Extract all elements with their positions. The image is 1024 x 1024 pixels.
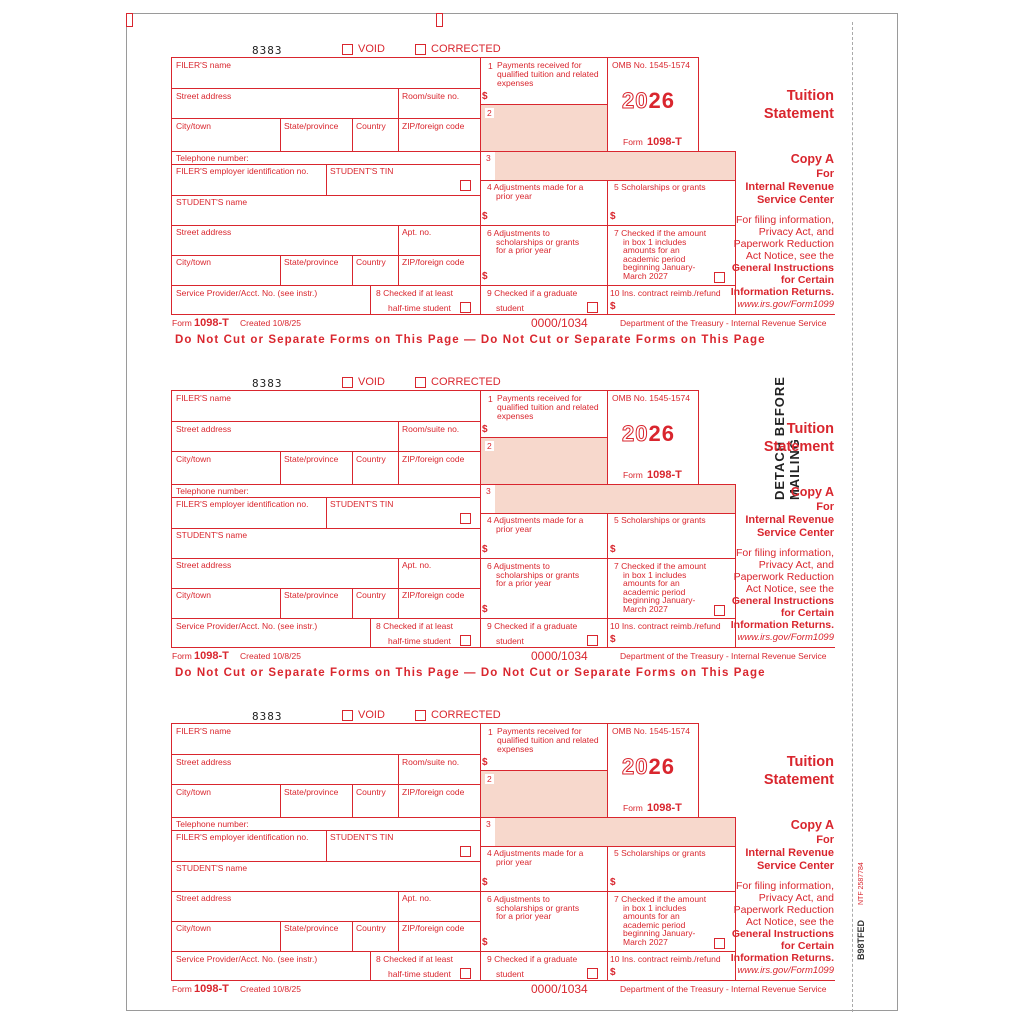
student-country-label: Country — [356, 257, 386, 267]
student-zip-label: ZIP/foreign code — [402, 257, 465, 267]
info-line-5: General Instructions — [731, 262, 834, 274]
box7-label-1: 7 Checked if the amount — [614, 228, 707, 238]
filer-ein-label: FILER'S employer identification no. — [176, 499, 309, 509]
irs-line-2: Service Center — [756, 527, 834, 539]
box3-shade — [495, 818, 735, 846]
box7-label-1: 7 Checked if the amount — [614, 894, 707, 904]
title-statement: Statement — [763, 106, 834, 122]
footer-form-word: Form — [172, 318, 192, 328]
box2-shade — [481, 771, 607, 817]
tax-year-prefix: 20 — [622, 421, 649, 446]
form-title — [700, 420, 834, 456]
box9-checkbox[interactable] — [587, 968, 598, 979]
box5-dollar: $ — [610, 544, 616, 555]
info-line-1: For filing information, — [735, 214, 834, 226]
footer-created: Created 10/8/25 — [240, 318, 301, 328]
box7-label-2: in box 1 includes — [623, 903, 687, 913]
box9-label-1: 9 Checked if a graduate — [487, 954, 578, 964]
box10-label: 10 Ins. contract reimb./refund — [610, 288, 721, 298]
box8-checkbox[interactable] — [460, 968, 471, 979]
student-tin-checkbox[interactable] — [460, 846, 471, 857]
omb-number: OMB No. 1545-1574 — [612, 393, 690, 403]
box1-number: 1 — [488, 394, 493, 404]
form-stock-code: B98TFED — [856, 919, 866, 960]
form-1098t-3 — [0, 679, 1024, 1012]
info-line-1: For filing information, — [735, 880, 834, 892]
box5-label: 5 Scholarships or grants — [614, 182, 706, 192]
box10-dollar: $ — [610, 634, 616, 645]
box1-number: 1 — [488, 727, 493, 737]
box7-label-4: academic period — [623, 254, 686, 264]
footer-form-number: 1098-T — [194, 650, 229, 662]
tax-year — [622, 754, 675, 780]
box7-label-6: March 2027 — [623, 604, 668, 614]
form-word: Form — [623, 137, 643, 147]
box4-label-2: prior year — [496, 524, 532, 534]
tax-year-suffix: 26 — [648, 88, 675, 113]
box4-label-1: 4 Adjustments made for a — [487, 182, 584, 192]
apt-no-label: Apt. no. — [402, 893, 432, 903]
apt-no-label: Apt. no. — [402, 560, 432, 570]
box4-label-2: prior year — [496, 191, 532, 201]
form-number: 1098-T — [647, 802, 682, 814]
footer-form-number: 1098-T — [194, 317, 229, 329]
state-label: State/province — [284, 121, 339, 131]
form-1098t-2 — [0, 346, 1024, 679]
void-checkbox[interactable] — [342, 710, 353, 721]
form-number: 1098-T — [647, 136, 682, 148]
service-provider-label: Service Provider/Acct. No. (see instr.) — [176, 621, 318, 631]
room-suite-label: Room/suite no. — [402, 757, 460, 767]
box7-label-2: in box 1 includes — [623, 570, 687, 580]
info-line-2: Privacy Act, and — [758, 226, 834, 238]
state-label: State/province — [284, 787, 339, 797]
info-line-4: Act Notice, see the — [745, 916, 834, 928]
separation-warning-1: Do Not Cut or Separate Forms on This Page — Do Not Cut or Separate Forms on This Page — [175, 334, 766, 346]
student-tin-label: STUDENT'S TIN — [330, 499, 394, 509]
irs-line-1: Internal Revenue — [745, 847, 834, 859]
student-state-label: State/province — [284, 923, 339, 933]
student-country-label: Country — [356, 923, 386, 933]
footer-code: 0000/1034 — [531, 982, 588, 996]
box6-label-2: scholarships or grants — [496, 570, 580, 580]
box3-number: 3 — [486, 153, 491, 163]
box8-checkbox[interactable] — [460, 302, 471, 313]
box2-number: 2 — [487, 441, 492, 451]
tax-year-suffix: 26 — [648, 421, 675, 446]
void-label: VOID — [358, 709, 385, 721]
box5-dollar: $ — [610, 211, 616, 222]
box10-label: 10 Ins. contract reimb./refund — [610, 954, 721, 964]
box1-label-2: qualified tuition and related — [497, 735, 599, 745]
student-street-label: Street address — [176, 893, 232, 903]
copy-for: For — [816, 168, 834, 180]
box6-dollar: $ — [482, 604, 488, 615]
box3-shade — [495, 485, 735, 513]
omb-number: OMB No. 1545-1574 — [612, 60, 690, 70]
city-label: City/town — [176, 454, 211, 464]
box1-label-3: expenses — [497, 411, 534, 421]
box6-label-1: 6 Adjustments to — [487, 228, 550, 238]
box6-label-1: 6 Adjustments to — [487, 894, 550, 904]
box1-dollar: $ — [482, 424, 488, 435]
filer-name-label: FILER'S name — [176, 726, 232, 736]
control-number: 8383 — [252, 377, 283, 390]
box8-label: 8 Checked if at least — [376, 954, 454, 964]
info-line-5: General Instructions — [731, 928, 834, 940]
street-address-label: Street address — [176, 424, 232, 434]
omb-number: OMB No. 1545-1574 — [612, 726, 690, 736]
student-street-label: Street address — [176, 227, 232, 237]
box6-label-3: for a prior year — [496, 911, 552, 921]
box9-checkbox[interactable] — [587, 302, 598, 313]
box10-label: 10 Ins. contract reimb./refund — [610, 621, 721, 631]
box7-label-4: academic period — [623, 920, 686, 930]
control-number: 8383 — [252, 44, 283, 57]
info-line-7: Information Returns. — [730, 952, 834, 964]
footer-created: Created 10/8/25 — [240, 984, 301, 994]
footer-created: Created 10/8/25 — [240, 651, 301, 661]
corrected-label: CORRECTED — [431, 376, 501, 388]
form-title — [700, 753, 834, 789]
room-suite-label: Room/suite no. — [402, 91, 460, 101]
student-city-label: City/town — [176, 923, 211, 933]
info-line-7: Information Returns. — [730, 286, 834, 298]
student-tin-label: STUDENT'S TIN — [330, 832, 394, 842]
corrected-label: CORRECTED — [431, 43, 501, 55]
copy-a: Copy A — [790, 818, 834, 832]
box7-label-5: beginning January- — [623, 595, 696, 605]
corrected-checkbox[interactable] — [415, 377, 426, 388]
footer-code: 0000/1034 — [531, 316, 588, 330]
tax-year-prefix: 20 — [622, 754, 649, 779]
copy-a: Copy A — [790, 485, 834, 499]
separation-warning-2: Do Not Cut or Separate Forms on This Page — Do Not Cut or Separate Forms on This Page — [175, 667, 766, 679]
copy-for: For — [816, 501, 834, 513]
tax-year — [622, 88, 675, 114]
telephone-label: Telephone number: — [176, 819, 249, 829]
info-line-2: Privacy Act, and — [758, 559, 834, 571]
service-provider-label: Service Provider/Acct. No. (see instr.) — [176, 288, 318, 298]
footer-form-word: Form — [172, 984, 192, 994]
student-tin-checkbox[interactable] — [460, 180, 471, 191]
irs-line-1: Internal Revenue — [745, 181, 834, 193]
box7-label-5: beginning January- — [623, 262, 696, 272]
student-street-label: Street address — [176, 560, 232, 570]
street-address-label: Street address — [176, 91, 232, 101]
telephone-label: Telephone number: — [176, 153, 249, 163]
box4-dollar: $ — [482, 544, 488, 555]
box5-label: 5 Scholarships or grants — [614, 515, 706, 525]
irs-line-2: Service Center — [756, 860, 834, 872]
box9-label-2: student — [496, 636, 524, 646]
box4-dollar: $ — [482, 211, 488, 222]
irs-line-2: Service Center — [756, 194, 834, 206]
city-label: City/town — [176, 121, 211, 131]
control-number: 8383 — [252, 710, 283, 723]
info-line-7: Information Returns. — [730, 619, 834, 631]
footer-department: Department of the Treasury - Internal Revenue Service — [620, 318, 827, 328]
title-tuition: Tuition — [786, 88, 834, 104]
box8-label: 8 Checked if at least — [376, 621, 454, 631]
box7-label-4: academic period — [623, 587, 686, 597]
form-word: Form — [623, 803, 643, 813]
corrected-checkbox[interactable] — [415, 710, 426, 721]
box8-checkbox[interactable] — [460, 635, 471, 646]
void-label: VOID — [358, 376, 385, 388]
form-number: 1098-T — [647, 469, 682, 481]
irs-url[interactable]: www.irs.gov/Form1099 — [737, 965, 834, 976]
box1-label-1: Payments received for — [497, 393, 582, 403]
info-line-3: Paperwork Reduction — [733, 904, 834, 916]
street-address-label: Street address — [176, 757, 232, 767]
footer-department: Department of the Treasury - Internal Revenue Service — [620, 651, 827, 661]
box1-label-1: Payments received for — [497, 726, 582, 736]
box2-shade — [481, 438, 607, 484]
info-line-3: Paperwork Reduction — [733, 238, 834, 250]
student-tin-checkbox[interactable] — [460, 513, 471, 524]
box8-label-2: half-time student — [388, 303, 451, 313]
irs-line-1: Internal Revenue — [745, 514, 834, 526]
box6-label-2: scholarships or grants — [496, 237, 580, 247]
box1-dollar: $ — [482, 91, 488, 102]
telephone-label: Telephone number: — [176, 486, 249, 496]
service-provider-label: Service Provider/Acct. No. (see instr.) — [176, 954, 318, 964]
irs-url[interactable]: www.irs.gov/Form1099 — [737, 299, 834, 310]
info-line-6: for Certain — [780, 940, 834, 952]
box7-label-3: amounts for an — [623, 911, 680, 921]
box4-label-1: 4 Adjustments made for a — [487, 848, 584, 858]
box6-label-3: for a prior year — [496, 578, 552, 588]
box4-label-2: prior year — [496, 857, 532, 867]
zip-label: ZIP/foreign code — [402, 787, 465, 797]
box7-label-6: March 2027 — [623, 937, 668, 947]
room-suite-label: Room/suite no. — [402, 424, 460, 434]
info-line-4: Act Notice, see the — [745, 250, 834, 262]
detach-before-mailing: DETACH BEFORE MAILING — [772, 376, 802, 500]
box7-label-3: amounts for an — [623, 578, 680, 588]
box3-shade — [495, 152, 735, 180]
box5-label: 5 Scholarships or grants — [614, 848, 706, 858]
footer-form-word: Form — [172, 651, 192, 661]
void-checkbox[interactable] — [342, 44, 353, 55]
tax-year — [622, 421, 675, 447]
student-tin-label: STUDENT'S TIN — [330, 166, 394, 176]
box8-label-2: half-time student — [388, 636, 451, 646]
copy-a: Copy A — [790, 152, 834, 166]
info-line-4: Act Notice, see the — [745, 583, 834, 595]
box6-label-1: 6 Adjustments to — [487, 561, 550, 571]
box7-label-2: in box 1 includes — [623, 237, 687, 247]
apt-no-label: Apt. no. — [402, 227, 432, 237]
box8-label-2: half-time student — [388, 969, 451, 979]
tax-year-suffix: 26 — [648, 754, 675, 779]
box7-label-6: March 2027 — [623, 271, 668, 281]
country-label: Country — [356, 121, 386, 131]
filer-name-label: FILER'S name — [176, 60, 232, 70]
box1-label-1: Payments received for — [497, 60, 582, 70]
student-zip-label: ZIP/foreign code — [402, 923, 465, 933]
box1-number: 1 — [488, 61, 493, 71]
copy-for: For — [816, 834, 834, 846]
corrected-checkbox[interactable] — [415, 44, 426, 55]
box10-dollar: $ — [610, 967, 616, 978]
student-city-label: City/town — [176, 257, 211, 267]
box9-label-2: student — [496, 303, 524, 313]
filer-ein-label: FILER'S employer identification no. — [176, 166, 309, 176]
box5-dollar: $ — [610, 877, 616, 888]
student-name-label: STUDENT'S name — [176, 197, 248, 207]
info-line-2: Privacy Act, and — [758, 892, 834, 904]
box9-label-1: 9 Checked if a graduate — [487, 621, 578, 631]
student-state-label: State/province — [284, 590, 339, 600]
box2-number: 2 — [487, 774, 492, 784]
student-name-label: STUDENT'S name — [176, 863, 248, 873]
zip-label: ZIP/foreign code — [402, 454, 465, 464]
form-1098t-1 — [0, 13, 1024, 346]
student-city-label: City/town — [176, 590, 211, 600]
info-line-6: for Certain — [780, 274, 834, 286]
box6-label-2: scholarships or grants — [496, 903, 580, 913]
footer-department: Department of the Treasury - Internal Revenue Service — [620, 984, 827, 994]
title-tuition: Tuition — [786, 421, 834, 437]
student-zip-label: ZIP/foreign code — [402, 590, 465, 600]
box1-label-3: expenses — [497, 78, 534, 88]
box2-number: 2 — [487, 108, 492, 118]
info-line-6: for Certain — [780, 607, 834, 619]
box6-dollar: $ — [482, 937, 488, 948]
box9-checkbox[interactable] — [587, 635, 598, 646]
box4-dollar: $ — [482, 877, 488, 888]
box1-dollar: $ — [482, 757, 488, 768]
box4-label-1: 4 Adjustments made for a — [487, 515, 584, 525]
void-label: VOID — [358, 43, 385, 55]
student-country-label: Country — [356, 590, 386, 600]
box6-dollar: $ — [482, 271, 488, 282]
info-line-1: For filing information, — [735, 547, 834, 559]
form-title — [700, 87, 834, 123]
title-statement: Statement — [763, 439, 834, 455]
corrected-label: CORRECTED — [431, 709, 501, 721]
box8-label: 8 Checked if at least — [376, 288, 454, 298]
void-checkbox[interactable] — [342, 377, 353, 388]
city-label: City/town — [176, 787, 211, 797]
state-label: State/province — [284, 454, 339, 464]
filer-name-label: FILER'S name — [176, 393, 232, 403]
student-state-label: State/province — [284, 257, 339, 267]
tax-year-prefix: 20 — [622, 88, 649, 113]
box3-number: 3 — [486, 819, 491, 829]
title-tuition: Tuition — [786, 754, 834, 770]
footer-form-number: 1098-T — [194, 983, 229, 995]
info-line-5: General Instructions — [731, 595, 834, 607]
box1-label-3: expenses — [497, 744, 534, 754]
info-line-3: Paperwork Reduction — [733, 571, 834, 583]
box10-dollar: $ — [610, 301, 616, 312]
box6-label-3: for a prior year — [496, 245, 552, 255]
box2-shade — [481, 105, 607, 151]
ntf-code: NTF 2587784 — [858, 862, 865, 905]
box1-label-2: qualified tuition and related — [497, 402, 599, 412]
form-word: Form — [623, 470, 643, 480]
box3-number: 3 — [486, 486, 491, 496]
box7-label-5: beginning January- — [623, 928, 696, 938]
box1-label-2: qualified tuition and related — [497, 69, 599, 79]
box9-label-2: student — [496, 969, 524, 979]
irs-url[interactable]: www.irs.gov/Form1099 — [737, 632, 834, 643]
box9-label-1: 9 Checked if a graduate — [487, 288, 578, 298]
student-name-label: STUDENT'S name — [176, 530, 248, 540]
filer-ein-label: FILER'S employer identification no. — [176, 832, 309, 842]
title-statement: Statement — [763, 772, 834, 788]
zip-label: ZIP/foreign code — [402, 121, 465, 131]
box7-label-1: 7 Checked if the amount — [614, 561, 707, 571]
footer-code: 0000/1034 — [531, 649, 588, 663]
country-label: Country — [356, 787, 386, 797]
country-label: Country — [356, 454, 386, 464]
box7-label-3: amounts for an — [623, 245, 680, 255]
